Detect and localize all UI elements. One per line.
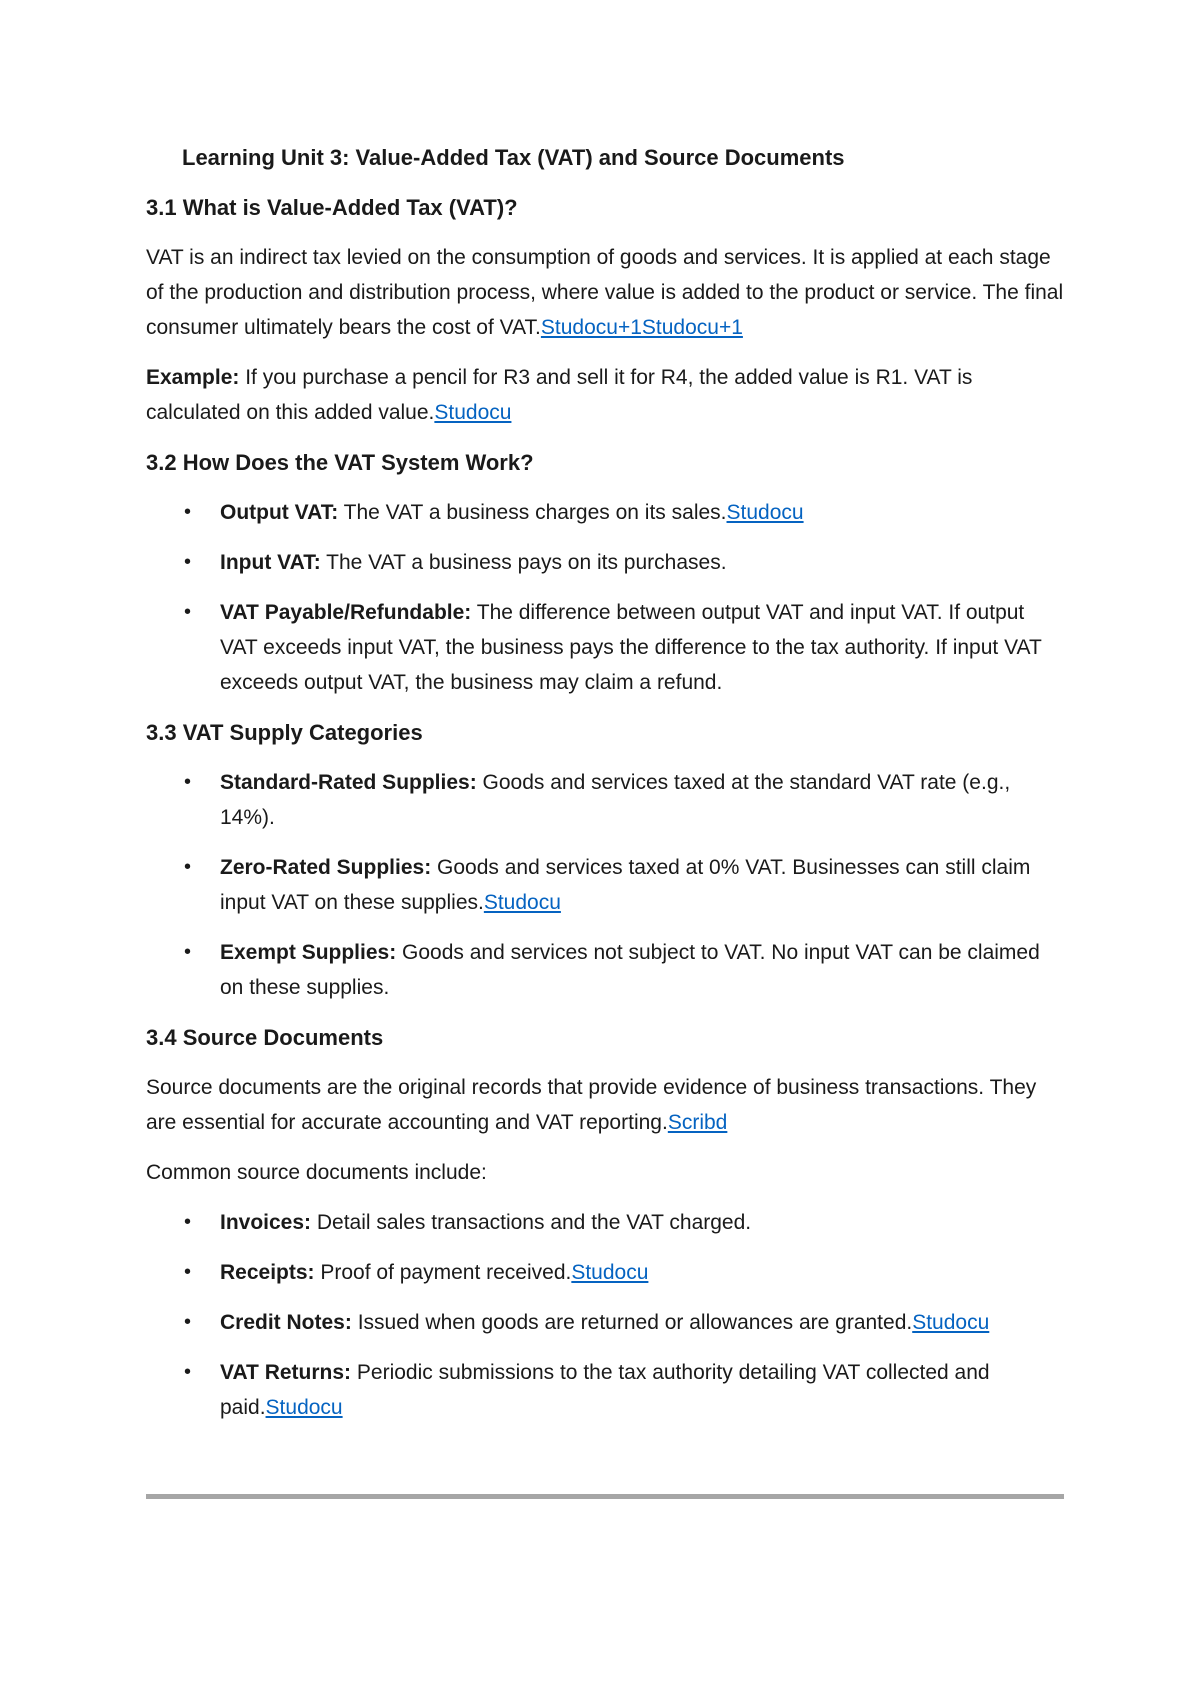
paragraph-text: VAT is an indirect tax levied on the consumption of goods and services. It is applied at each stage of the production and distribution process, where value is added to the product or service. The final consumer ultimately bears the cost of VAT. bbox=[146, 246, 1064, 339]
list-item bbox=[146, 1255, 1066, 1290]
item-text: Goods and services not subject to VAT. No input VAT can be claimed on these supplies. bbox=[220, 941, 1040, 999]
section-heading-3-1: 3.1 What is Value-Added Tax (VAT)? bbox=[146, 195, 518, 220]
bullet-icon: • bbox=[184, 941, 192, 963]
source-documents-list bbox=[146, 1205, 1066, 1425]
paragraph-text: Source documents are the original records that provide evidence of business transactions. They are essential for accurate accounting and VAT reporting. bbox=[146, 1076, 1037, 1134]
example-paragraph bbox=[146, 360, 1066, 430]
source-link[interactable]: Studocu bbox=[483, 891, 561, 914]
bullet-icon: • bbox=[184, 1261, 192, 1283]
item-text: The VAT a business pays on its purchases. bbox=[320, 551, 727, 574]
item-text: Periodic submissions to the tax authority detailing VAT collected and paid. bbox=[220, 1361, 990, 1419]
bullet-icon: • bbox=[184, 1311, 192, 1333]
list-item bbox=[146, 1205, 1066, 1240]
vat-system-list bbox=[146, 495, 1066, 700]
source-link[interactable]: Studocu+1Studocu+1 bbox=[540, 316, 743, 339]
bullet-icon: • bbox=[184, 1211, 192, 1233]
bullet-icon: • bbox=[184, 501, 192, 523]
horizontal-rule bbox=[146, 1494, 1064, 1499]
item-label: Receipts: bbox=[220, 1261, 315, 1284]
supply-categories-list bbox=[146, 765, 1066, 1005]
section-heading-3-3: 3.3 VAT Supply Categories bbox=[146, 720, 423, 745]
document-content bbox=[146, 140, 1066, 1440]
item-label: Invoices: bbox=[220, 1211, 312, 1234]
section-heading-3-4: 3.4 Source Documents bbox=[146, 1025, 384, 1050]
list-item bbox=[146, 1305, 1066, 1340]
list-item bbox=[146, 850, 1066, 920]
bullet-icon: • bbox=[184, 1361, 192, 1383]
bullet-icon: • bbox=[184, 601, 192, 623]
bullet-icon: • bbox=[184, 551, 192, 573]
item-text: The difference between output VAT and input VAT. If output VAT exceeds input VAT, the business pays the difference to the tax authority. If input VAT exceeds output VAT, the business may claim a refund. bbox=[220, 601, 1042, 694]
item-text: Detail sales transactions and the VAT charged. bbox=[311, 1211, 752, 1234]
list-item bbox=[146, 1355, 1066, 1425]
item-text: The VAT a business charges on its sales. bbox=[338, 501, 727, 524]
vat-definition-paragraph bbox=[146, 240, 1066, 345]
source-documents-paragraph bbox=[146, 1070, 1066, 1140]
source-link[interactable]: Studocu bbox=[571, 1261, 649, 1284]
section-heading-3-2: 3.2 How Does the VAT System Work? bbox=[146, 450, 534, 475]
source-link[interactable]: Studocu bbox=[912, 1311, 990, 1334]
list-item bbox=[146, 595, 1066, 700]
source-link[interactable]: Studocu bbox=[434, 401, 512, 424]
item-text: Proof of payment received. bbox=[314, 1261, 572, 1284]
item-label: VAT Returns: bbox=[220, 1361, 352, 1384]
item-label: Output VAT: bbox=[220, 501, 339, 524]
source-link[interactable]: Studocu bbox=[265, 1396, 343, 1419]
item-text: Goods and services taxed at the standard VAT rate (e.g., 14%). bbox=[220, 771, 1011, 829]
bullet-icon: • bbox=[184, 856, 192, 878]
item-label: VAT Payable/Refundable: bbox=[220, 601, 472, 624]
list-item bbox=[146, 935, 1066, 1005]
item-label: Exempt Supplies: bbox=[220, 941, 397, 964]
example-label: Example: bbox=[146, 366, 240, 389]
source-link[interactable]: Scribd bbox=[667, 1111, 728, 1134]
item-label: Input VAT: bbox=[220, 551, 321, 574]
item-label: Zero-Rated Supplies: bbox=[220, 856, 432, 879]
source-documents-intro: Common source documents include: bbox=[146, 1161, 487, 1184]
example-text: If you purchase a pencil for R3 and sell it for R4, the added value is R1. VAT is calculated on this added value. bbox=[146, 366, 973, 424]
item-text: Goods and services taxed at 0% VAT. Businesses can still claim input VAT on these supplies. bbox=[220, 856, 1031, 914]
item-text: Issued when goods are returned or allowances are granted. bbox=[351, 1311, 913, 1334]
document-title: Learning Unit 3: Value-Added Tax (VAT) and Source Documents bbox=[182, 145, 845, 170]
item-label: Standard-Rated Supplies: bbox=[220, 771, 477, 794]
item-label: Credit Notes: bbox=[220, 1311, 352, 1334]
list-item bbox=[146, 495, 1066, 530]
list-item bbox=[146, 765, 1066, 835]
list-item bbox=[146, 545, 1066, 580]
source-link[interactable]: Studocu bbox=[726, 501, 804, 524]
bullet-icon: • bbox=[184, 771, 192, 793]
